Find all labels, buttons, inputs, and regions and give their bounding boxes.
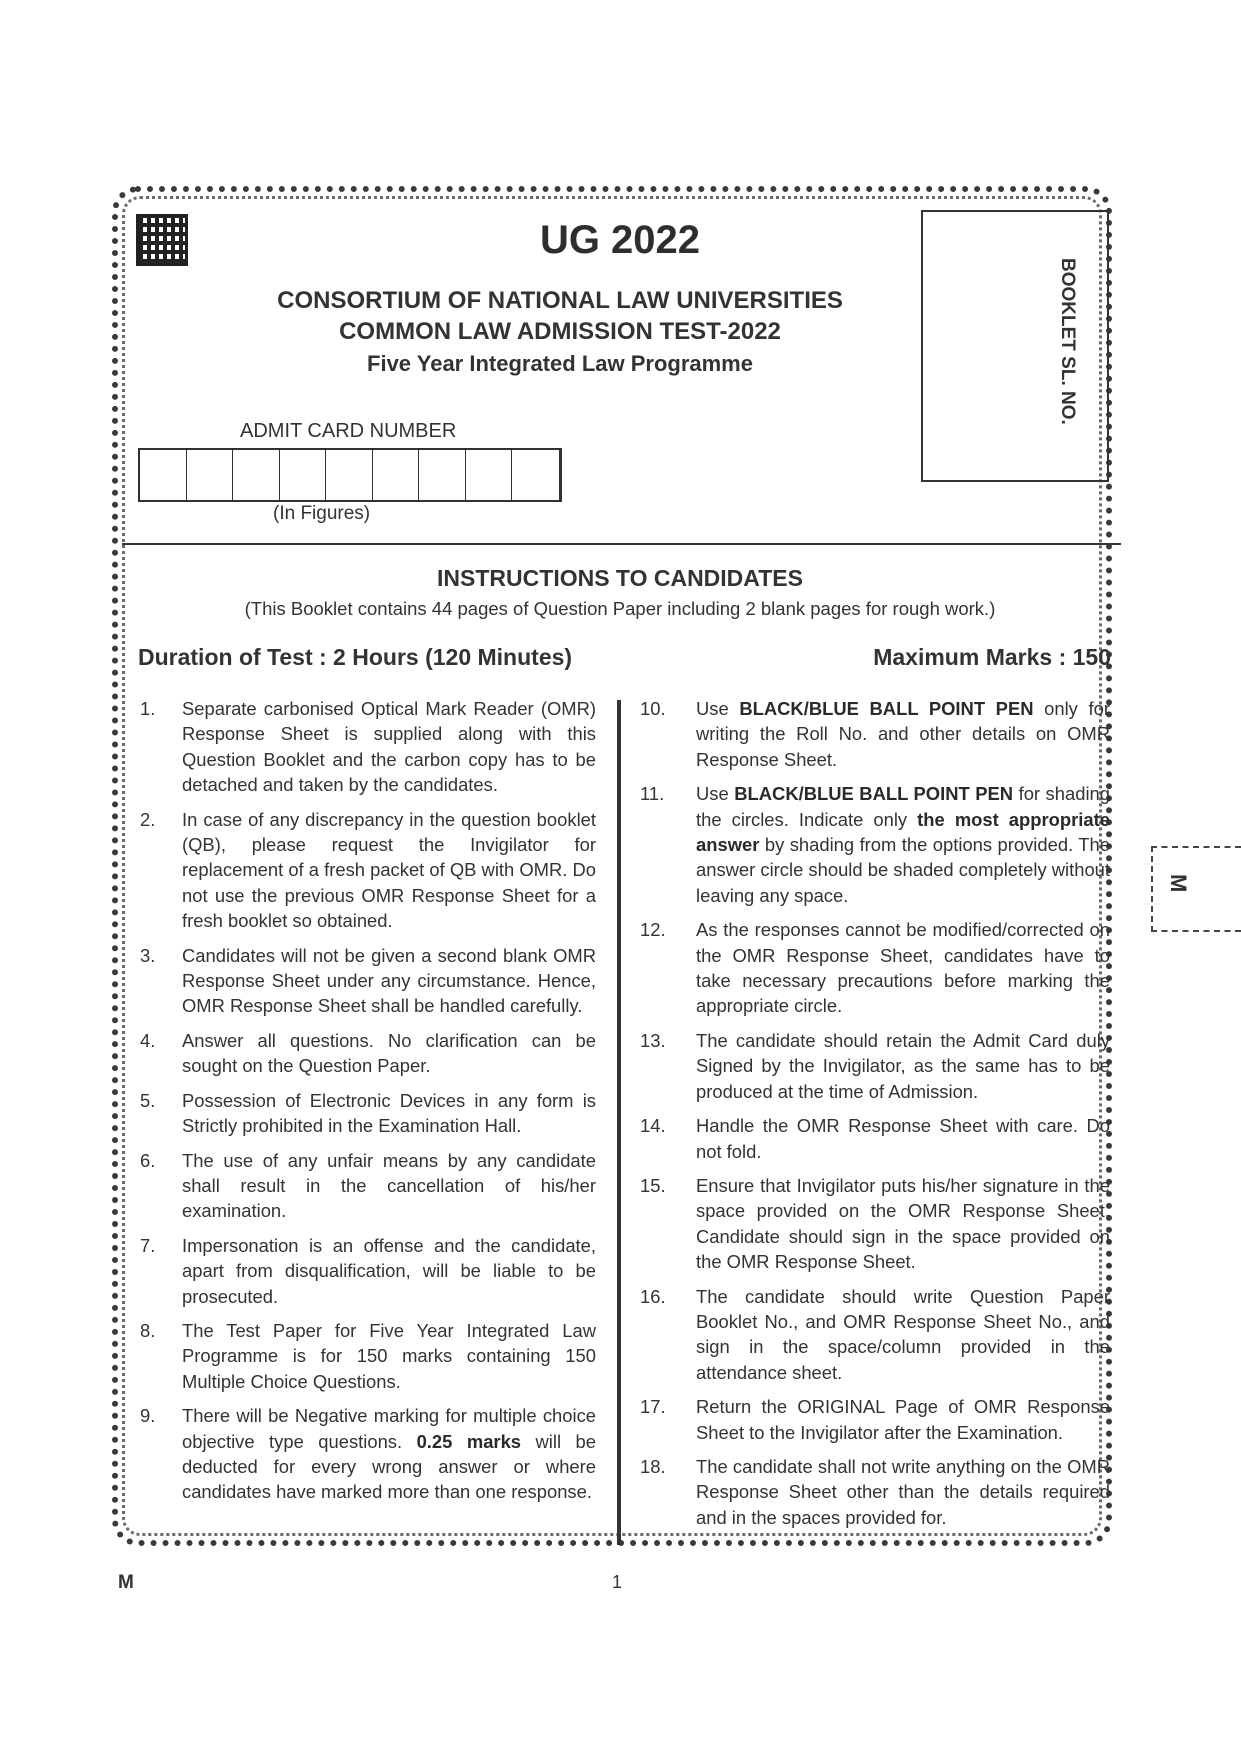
- admit-card-label: ADMIT CARD NUMBER: [240, 420, 457, 442]
- admit-digit-box[interactable]: [326, 450, 373, 500]
- instruction-item: 5. Possession of Electronic Devices in any form is Strictly prohibited in the Examination Hall.: [140, 1089, 596, 1137]
- instruction-item: 2. In case of any discrepancy in the question booklet (QB), please request the Invigilator for replacement of a fresh packet of QB with OMR. Do not use the previous OMR Response Sheet for a fresh booklet so obtained.: [140, 808, 596, 932]
- test-heading: COMMON LAW ADMISSION TEST-2022: [339, 318, 781, 345]
- instructions-left-column: [140, 696, 596, 1514]
- instruction-item: 7. Impersonation is an offense and the candidate, apart from disqualification, will be liable to be prosecuted.: [140, 1234, 596, 1307]
- maximum-marks: Maximum Marks : 150: [873, 644, 1111, 670]
- admit-digit-box[interactable]: [419, 450, 466, 500]
- series-side-mark: [1151, 846, 1241, 932]
- booklet-serial-label: [1050, 258, 1078, 442]
- instruction-item: 18. The candidate shall not write anything on the OMR Response Sheet other than the details required and in the spaces provided for.: [640, 1455, 1110, 1528]
- admit-digit-box[interactable]: [466, 450, 513, 500]
- instruction-item: 3. Candidates will not be given a second blank OMR Response Sheet under any circumstance. Hence, OMR Response Sheet shall be handled carefully.: [140, 944, 596, 1017]
- admit-digit-box[interactable]: [512, 450, 559, 500]
- instruction-item: 14. Handle the OMR Response Sheet with care. Do not fold.: [640, 1115, 1110, 1162]
- series-side-letter: M: [1166, 874, 1191, 893]
- booklet-serial-box: [921, 210, 1109, 482]
- exam-title: UG 2022: [539, 218, 701, 262]
- instruction-item: 6. The use of any unfair means by any candidate shall result in the cancellation of his/her examination.: [140, 1149, 596, 1222]
- consortium-heading: CONSORTIUM OF NATIONAL LAW UNIVERSITIES: [277, 287, 843, 314]
- instruction-item: 1. Separate carbonised Optical Mark Reader (OMR) Response Sheet is supplied along with this Question Booklet and the carbon copy has to be detached and taken by the candidates.: [140, 698, 596, 796]
- instructions-title: INSTRUCTIONS TO CANDIDATES: [437, 565, 803, 591]
- instruction-item: 16. The candidate should write Question Paper Booklet No., and OMR Response Sheet No., and sign in the space/column provided in the attendance sheet.: [640, 1285, 1110, 1383]
- header-divider: [122, 543, 1121, 545]
- programme-heading: Five Year Integrated Law Programme: [367, 351, 753, 376]
- admit-digit-box[interactable]: [187, 450, 234, 500]
- booklet-serial-text: BOOKLET SL. NO.: [1057, 258, 1078, 425]
- admit-digit-box[interactable]: [233, 450, 280, 500]
- instruction-item: 17. Return the ORIGINAL Page of OMR Response Sheet to the Invigilator after the Examination.: [640, 1396, 1110, 1443]
- instruction-item: 11. Use BLACK/BLUE BALL POINT PEN for shading the circles. Indicate only the most appropriate answer by shading from the options provided. The answer circle should be shaded completely without leaving any space.: [640, 783, 1111, 906]
- instruction-item: 10. Use BLACK/BLUE BALL POINT PEN only for writing the Roll No. and other details on OMR Response Sheet.: [640, 698, 1110, 770]
- test-duration: Duration of Test : 2 Hours (120 Minutes): [138, 644, 573, 670]
- column-divider: [617, 700, 621, 1545]
- admit-card-number-boxes[interactable]: [138, 448, 562, 502]
- instruction-item: 12. As the responses cannot be modified/corrected on the OMR Response Sheet, candidates have to take necessary precautions before marking the appropriate circle.: [640, 919, 1110, 1017]
- barcode-icon: [136, 214, 188, 266]
- instruction-item: 8. The Test Paper for Five Year Integrated Law Programme is for 150 marks containing 150 Multiple Choice Questions.: [140, 1319, 596, 1392]
- admit-digit-box[interactable]: [280, 450, 327, 500]
- instructions-subtitle: (This Booklet contains 44 pages of Question Paper including 2 blank pages for rough work.): [244, 598, 996, 619]
- instructions-right-column: [640, 696, 1110, 1539]
- instruction-item: 9. There will be Negative marking for multiple choice objective type questions. 0.25 marks will be deducted for every wrong answer or where candidates have marked more than one response.: [140, 1405, 596, 1503]
- admit-digit-box[interactable]: [373, 450, 420, 500]
- instruction-item: 4. Answer all questions. No clarification can be sought on the Question Paper.: [140, 1029, 596, 1077]
- instruction-item: 13. The candidate should retain the Admit Card duly Signed by the Invigilator, as the same has to be produced at the time of Admission.: [640, 1029, 1110, 1102]
- footer-series: M: [118, 1572, 134, 1593]
- admit-digit-box[interactable]: [140, 450, 187, 500]
- instruction-item: 15. Ensure that Invigilator puts his/her signature in the space provided on the OMR Response Sheet. Candidate should sign in the space provided on the OMR Response Sheet.: [640, 1174, 1110, 1273]
- admit-card-note: (In Figures): [273, 503, 371, 524]
- page-number: 1: [612, 1572, 623, 1592]
